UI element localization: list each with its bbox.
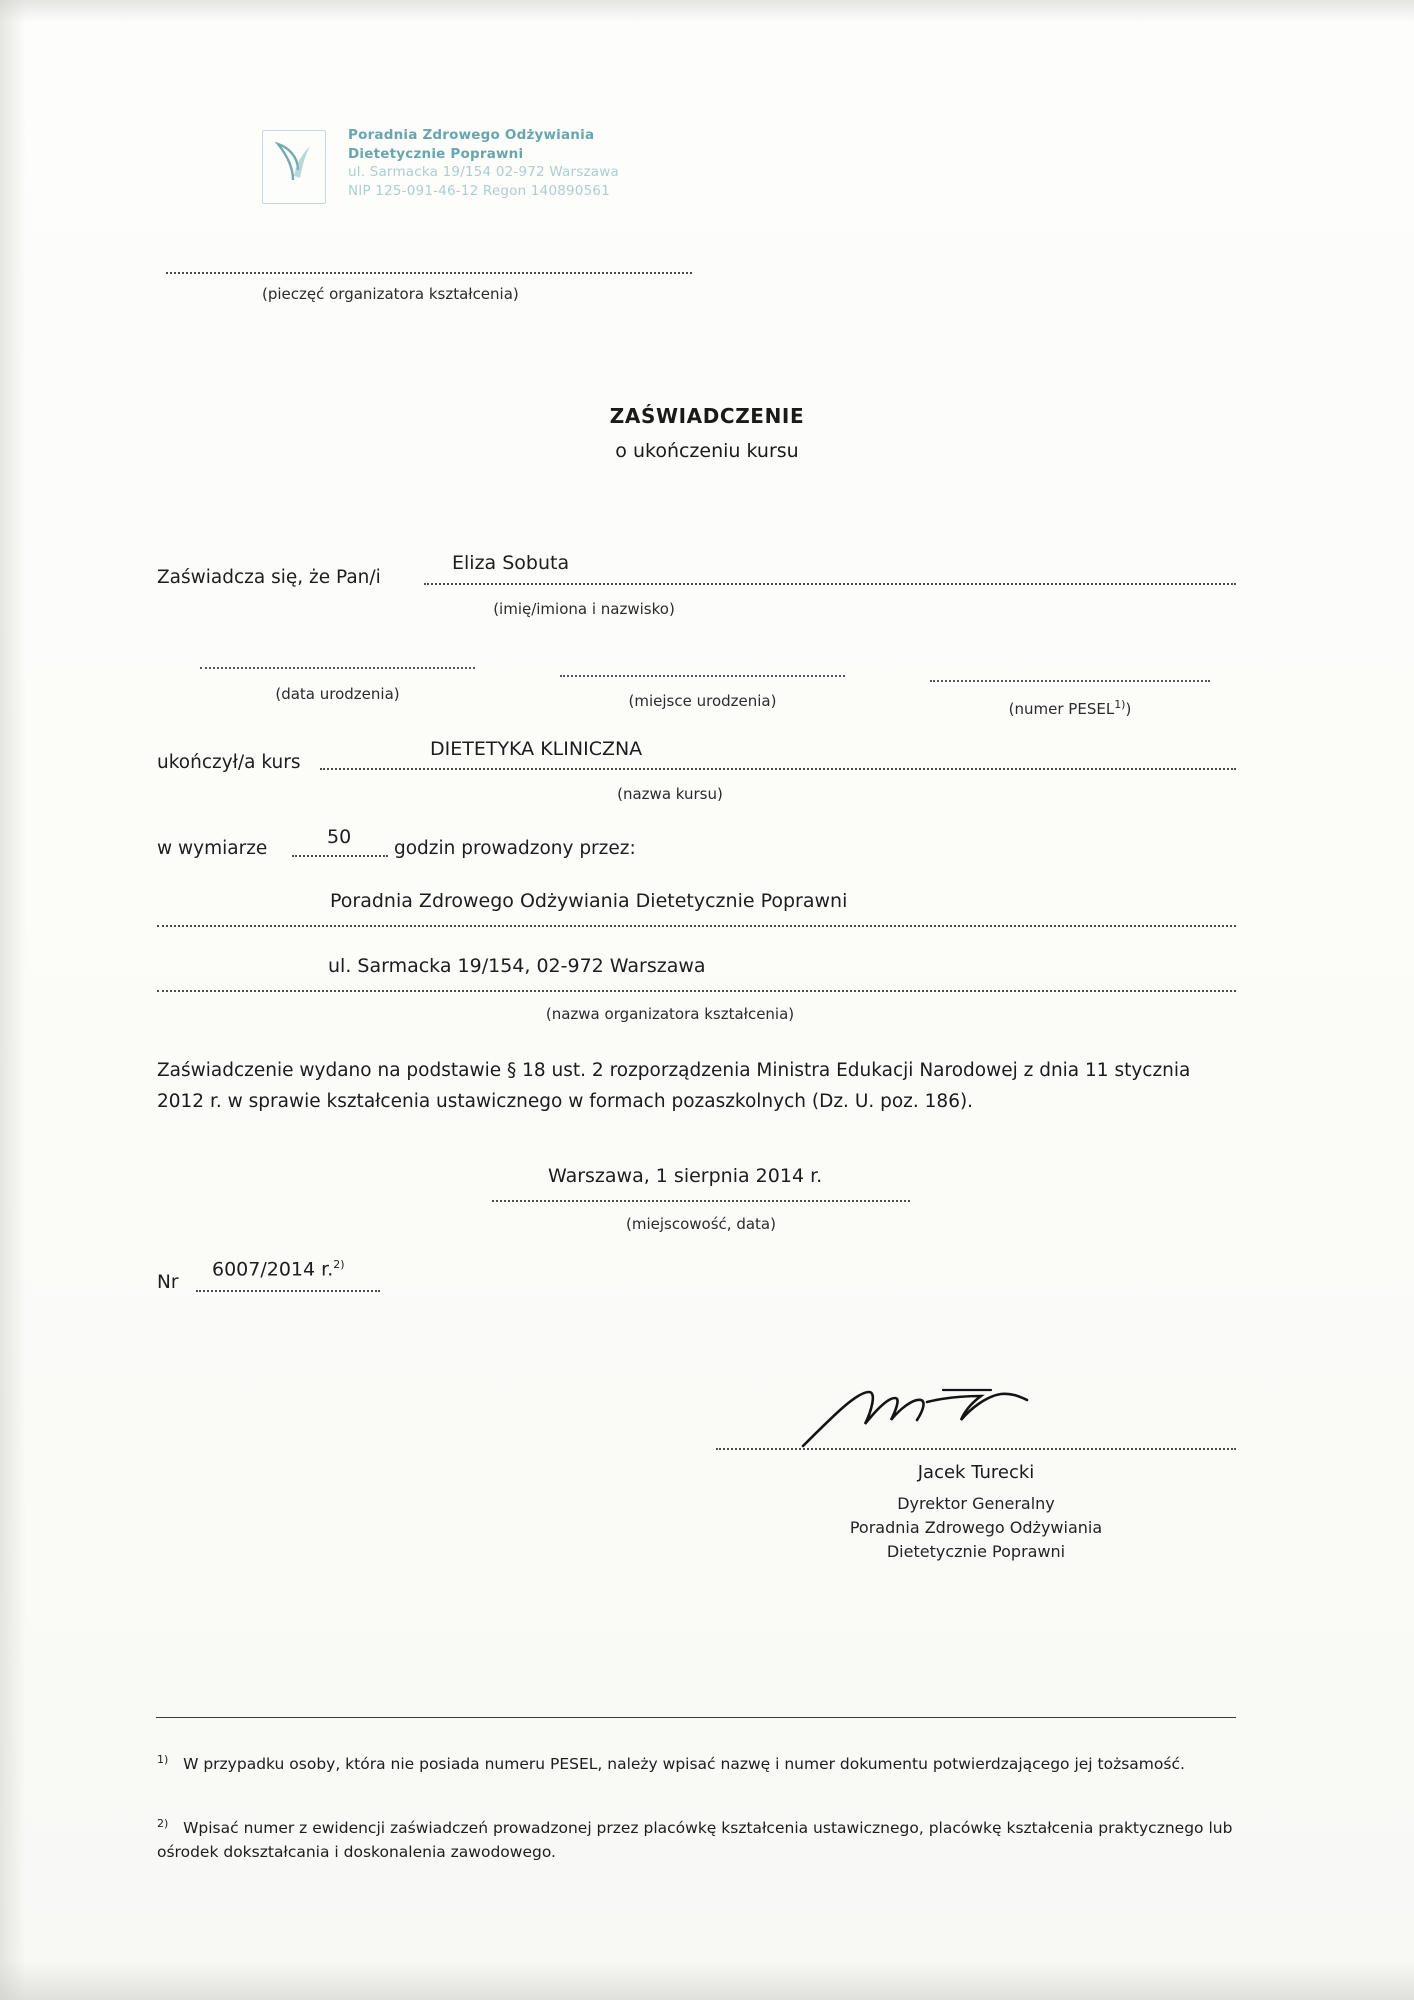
course-dotted-line <box>320 768 1236 770</box>
organizer-caption: (nazwa organizatora kształcenia) <box>545 1005 795 1023</box>
number-dotted-line <box>196 1290 380 1292</box>
hours-dotted-line <box>292 855 388 857</box>
number-value-sup: 2) <box>333 1258 345 1271</box>
leaf-icon <box>274 136 312 182</box>
course-value: DIETETYKA KLINICZNA <box>430 738 643 760</box>
organizer-name: Poradnia Zdrowego Odżywiania Dietetycznie Poprawni <box>330 890 848 912</box>
hours-value: 50 <box>327 826 352 848</box>
stamp-line-2: Dietetycznie Poprawni <box>348 145 524 162</box>
hours-label-before: w wymiarze <box>157 838 268 859</box>
pesel-caption-text: (numer PESEL <box>1008 700 1115 718</box>
legal-basis-paragraph: Zaświadczenie wydano na podstawie § 18 ust. 2 rozporządzenia Ministra Edukacji Narodowej z dnia 11 stycznia 2012 r. w sprawie kształcenia ustawicznego w formach pozaszkolnych (Dz. U. poz. 186). <box>157 1060 1191 1112</box>
number-value-text: 6007/2014 r. <box>212 1258 334 1281</box>
stamp-line-1: Poradnia Zdrowego Odżywiania <box>348 127 595 143</box>
stamp-dotted-line <box>166 272 692 274</box>
footnote-1-text: W przypadku osoby, która nie posiada numeru PESEL, należy wpisać nazwę i numer dokumentu potwierdzającego jej tożsamość. <box>183 1755 1185 1774</box>
number-value <box>212 1258 345 1280</box>
person-label: Zaświadcza się, że Pan/i <box>157 567 381 588</box>
footnote-1 <box>157 1748 1237 1776</box>
handwritten-signature <box>795 1380 1055 1450</box>
page-title: ZAŚWIADCZENIE <box>609 404 805 428</box>
pesel-caption-sup: 1) <box>1114 698 1126 711</box>
person-value: Eliza Sobuta <box>452 552 570 574</box>
signature-dotted-line <box>716 1448 1236 1450</box>
pesel-dotted-line <box>930 680 1210 682</box>
page-subtitle: o ukończeniu kursu <box>615 440 799 462</box>
signature-role-line-2: Poradnia Zdrowego Odżywiania <box>849 1518 1103 1537</box>
stamp-line-4: NIP 125-091-46-12 Regon 140890561 <box>348 182 610 199</box>
number-label: Nr <box>157 1272 179 1293</box>
footnote-2 <box>157 1812 1237 1864</box>
organizer-stamp <box>262 126 662 216</box>
pesel-caption <box>930 698 1210 718</box>
hours-label-after: godzin prowadzony przez: <box>394 838 636 859</box>
person-caption: (imię/imiona i nazwisko) <box>493 600 675 618</box>
signature-role-line-3: Dietetycznie Poprawni <box>886 1542 1066 1561</box>
birth-date-dotted-line <box>200 667 475 669</box>
stamp-text-block <box>348 126 619 200</box>
place-date-dotted-line <box>492 1200 910 1202</box>
organizer-address: ul. Sarmacka 19/154, 02-972 Warszawa <box>328 955 706 977</box>
stamp-caption: (pieczęć organizatora kształcenia) <box>262 285 519 303</box>
birth-place-caption: (miejsce urodzenia) <box>628 692 777 710</box>
signature-name: Jacek Turecki <box>917 1462 1035 1483</box>
footnote-divider <box>156 1717 1236 1718</box>
footnote-1-marker: 1) <box>157 1753 169 1766</box>
person-dotted-line <box>424 583 1236 585</box>
stamp-line-3: ul. Sarmacka 19/154 02-972 Warszawa <box>348 164 619 180</box>
course-label: ukończył/a kurs <box>157 752 301 773</box>
birth-date-caption: (data urodzenia) <box>275 685 400 703</box>
signature-role-line-1: Dyrektor Generalny <box>897 1494 1055 1513</box>
organizer-name-dotted-line <box>157 925 1236 927</box>
organizer-address-dotted-line <box>157 990 1236 992</box>
pesel-caption-end: ) <box>1125 700 1132 718</box>
place-date-value: Warszawa, 1 sierpnia 2014 r. <box>548 1165 823 1187</box>
footnote-2-marker: 2) <box>157 1817 169 1830</box>
birth-place-dotted-line <box>560 675 845 677</box>
course-caption: (nazwa kursu) <box>617 785 723 803</box>
place-date-caption: (miejscowość, data) <box>626 1215 776 1233</box>
footnote-2-text: Wpisać numer z ewidencji zaświadczeń prowadzonej przez placówkę kształcenia ustawicznego, placówkę kształcenia praktycznego lub ośrodek dokształcania i doskonalenia zawodowego. <box>157 1819 1233 1862</box>
